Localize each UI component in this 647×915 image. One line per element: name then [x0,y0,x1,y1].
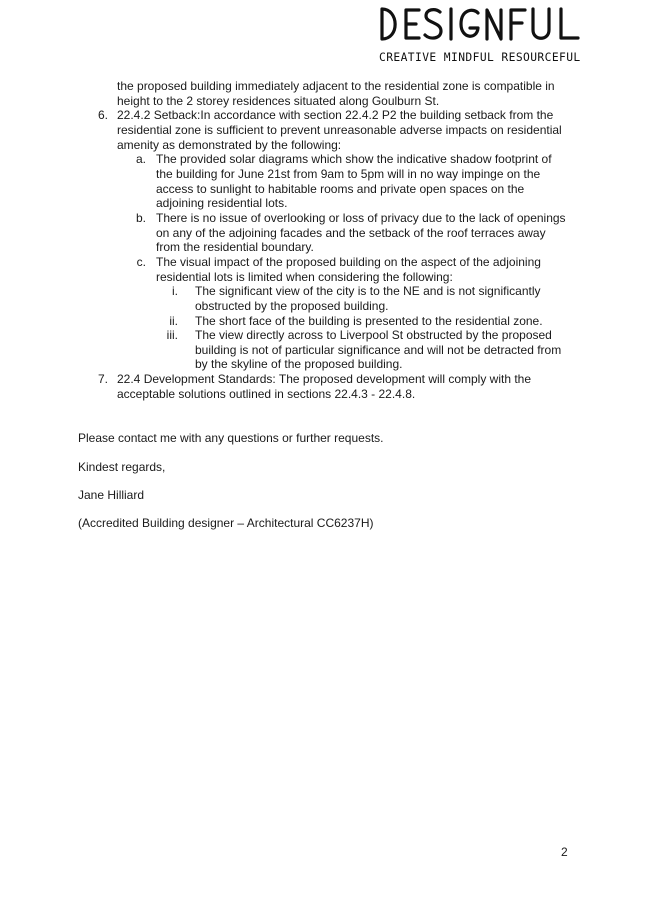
sub-b-letter: b. [135,211,146,225]
page-number: 2 [561,845,568,859]
roman-ii-line: The short face of the building is presented to the residential zone. [195,314,543,328]
roman-i-line: obstructed by the proposed building. [195,299,389,313]
roman-ii-numeral: ii. [169,314,178,328]
continuation-line: the proposed building immediately adjacent to the residential zone is compatible in [117,79,555,93]
item-6-number: 6. [97,108,108,122]
sub-b-line: from the residential boundary. [156,240,314,254]
sub-a-line: access to sunlight to habitable rooms and private open spaces on the [156,182,525,196]
roman-i-line: The significant view of the city is to the NE and is not significantly [195,284,541,298]
signature-credentials: (Accredited Building designer – Architectural CC6237H) [78,516,374,530]
sub-a-line: The provided solar diagrams which show the indicative shadow footprint of [156,152,552,166]
item-7-number: 7. [97,372,108,386]
roman-iii-line: building is not of particular significance and will not be detracted from [195,343,562,357]
contact-paragraph: Please contact me with any questions or further requests. [78,431,384,445]
roman-iii-line: by the skyline of the proposed building. [195,357,403,371]
item-7-line: acceptable solutions outlined in sections 22.4.3 - 22.4.8. [117,387,416,401]
sub-c-line: residential lots is limited when considering the following: [156,270,453,284]
item-6-line: residential zone is sufficient to prevent unreasonable adverse impacts on residential [117,123,562,137]
signature-name: Jane Hilliard [78,488,145,502]
roman-iii-line: The view directly across to Liverpool St obstructed by the proposed [195,328,552,342]
sub-c-letter: c. [136,255,146,269]
sub-a-letter: a. [135,152,146,166]
sub-a-line: the building for June 21st from 9am to 5pm will in no way impinge on the [156,167,541,181]
roman-iii-numeral: iii. [166,328,178,342]
designful-wordmark [379,6,581,42]
item-6-line: 22.4.2 Setback:In accordance with section 22.4.2 P2 the building setback from the [117,108,554,122]
item-7-line: 22.4 Development Standards: The proposed development will comply with the [117,372,532,386]
roman-i-numeral: i. [172,284,178,298]
regards-paragraph: Kindest regards, [78,460,166,474]
logo-tagline: CREATIVE MINDFUL RESOURCEFUL [379,51,581,64]
company-logo [379,6,581,64]
sub-b-line: There is no issue of overlooking or loss of privacy due to the lack of openings [156,211,566,225]
sub-c-line: The visual impact of the proposed building on the aspect of the adjoining [156,255,541,269]
sub-a-line: adjoining residential lots. [156,196,288,210]
continuation-line: height to the 2 storey residences situated along Goulburn St. [117,94,440,108]
sub-b-line: on any of the adjoining facades and the setback of the roof terraces away [156,226,546,240]
item-6-line: amenity as demonstrated by the following: [117,138,342,152]
